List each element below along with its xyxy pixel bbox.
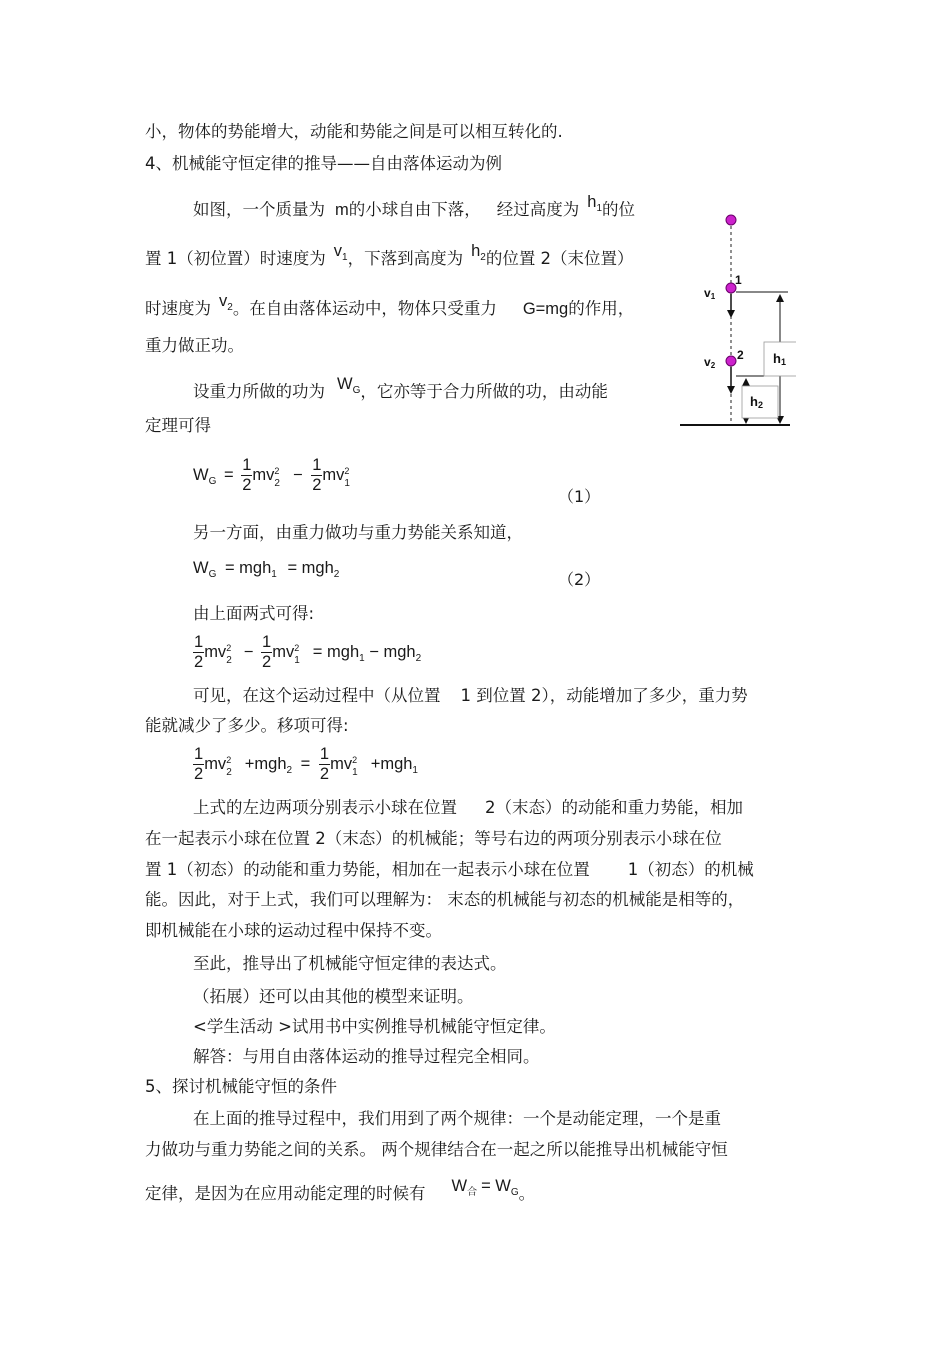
position-1-label: 1 (735, 273, 742, 287)
intro-line-1: 如图，一个质量为 m的小球自由下落， 经过高度为 $h_1$的位 (193, 193, 635, 219)
ball-position-2-icon (726, 356, 736, 366)
h2-label: h2 (750, 394, 763, 410)
velocity-2-arrowhead (727, 386, 735, 394)
h1-label: h1 (773, 351, 786, 367)
work-line-1: 设重力所做的功为 $W_G$，它亦等于合力所做的功，由动能 (193, 375, 608, 401)
ball-start-icon (726, 215, 736, 225)
explain-line-3: 置 1（初态）的动能和重力势能，相加在一起表示小球在位置 1（初态）的机械 (145, 860, 754, 879)
free-fall-diagram (676, 206, 796, 434)
intro-line-4: 重力做正功。 (145, 336, 244, 355)
paragraph-line: 解答：与用自由落体运动的推导过程完全相同。 (193, 1047, 540, 1066)
paragraph-line: （拓展）还可以由其他的模型来证明。 (193, 987, 474, 1006)
equation-2-number: （2） (558, 570, 601, 589)
intro-line-3: 时速度为 $v_2$。在自由落体运动中，物体只受重力 G=mg的作用， (145, 292, 635, 318)
position-2-label: 2 (737, 348, 744, 362)
equation-4: $\frac{1}{2}$ mv 2 2 +mgh$_2$ = $\frac{1}{2}$ mv 2 1 +mgh$_1$ (194, 745, 418, 783)
explain-line-1: 上式的左边两项分别表示小球在位置 2（末态）的动能和重力势能，相加 (193, 798, 743, 817)
velocity-2-label: v2 (704, 355, 716, 370)
intro-line-2: 置 1（初位置）时速度为 $v_1$，下落到高度为 $h_2$的位置 2（末位置） (145, 242, 634, 268)
section-heading-4: 4、机械能守恒定律的推导——自由落体运动为例 (145, 154, 502, 173)
paragraph-line: 小，物体的势能增大，动能和势能之间是可以相互转化的. (145, 122, 563, 141)
section-heading-5: 5、探讨机械能守恒的条件 (145, 1077, 337, 1096)
explain-line-5: 即机械能在小球的运动过程中保持不变。 (145, 921, 442, 940)
paragraph-line: 由上面两式可得: (193, 604, 315, 623)
cond-line-1: 在上面的推导过程中，我们用到了两个规律：一个是动能定理，一个是重 (193, 1109, 721, 1128)
equation-1: $W_G$ = $\frac{1}{2}$ mv 2 2 − $\frac{1}{2}$ mv 2 1 (193, 456, 350, 494)
explain-line-2: 在一起表示小球在位置 2（末态）的机械能；等号右边的两项分别表示小球在位 (145, 829, 722, 848)
cond-line-2: 力做功与重力势能之间的关系。 两个规律结合在一起之所以能推导出机械能守恒 (145, 1140, 728, 1159)
velocity-1-arrowhead (727, 310, 735, 318)
explain-line-4: 能。因此，对于上式，我们可以理解为： 末态的机械能与初态的机械能是相等的， (145, 890, 745, 909)
paragraph-line: 另一方面，由重力做功与重力势能关系知道， (193, 523, 523, 542)
h2-arrow-up (742, 378, 750, 386)
seen-line-1: 可见，在这个运动过程中（从位置 1 到位置 2），动能增加了多少，重力势 (193, 686, 748, 705)
paragraph-line: 至此，推导出了机械能守恒定律的表达式。 (193, 954, 507, 973)
equation-1-number: （1） (558, 487, 601, 506)
work-line-2: 定理可得 (145, 416, 211, 435)
velocity-1-label: v1 (704, 286, 716, 301)
equation-3: $\frac{1}{2}$ mv 2 2 − $\frac{1}{2}$ mv 2 1 = mgh$_1$ − mgh$_2$ (194, 633, 422, 671)
h1-arrow-up (776, 294, 784, 302)
cond-line-3: 定律，是因为在应用动能定理的时候有 $W_合 = W_G$。 (145, 1177, 536, 1203)
seen-line-2: 能就减少了多少。移项可得: (145, 716, 349, 735)
paragraph-line: <学生活动 >试用书中实例推导机械能守恒定律。 (193, 1017, 556, 1036)
equation-2: $W_G = mgh_1 = mgh_2$ (193, 559, 340, 580)
